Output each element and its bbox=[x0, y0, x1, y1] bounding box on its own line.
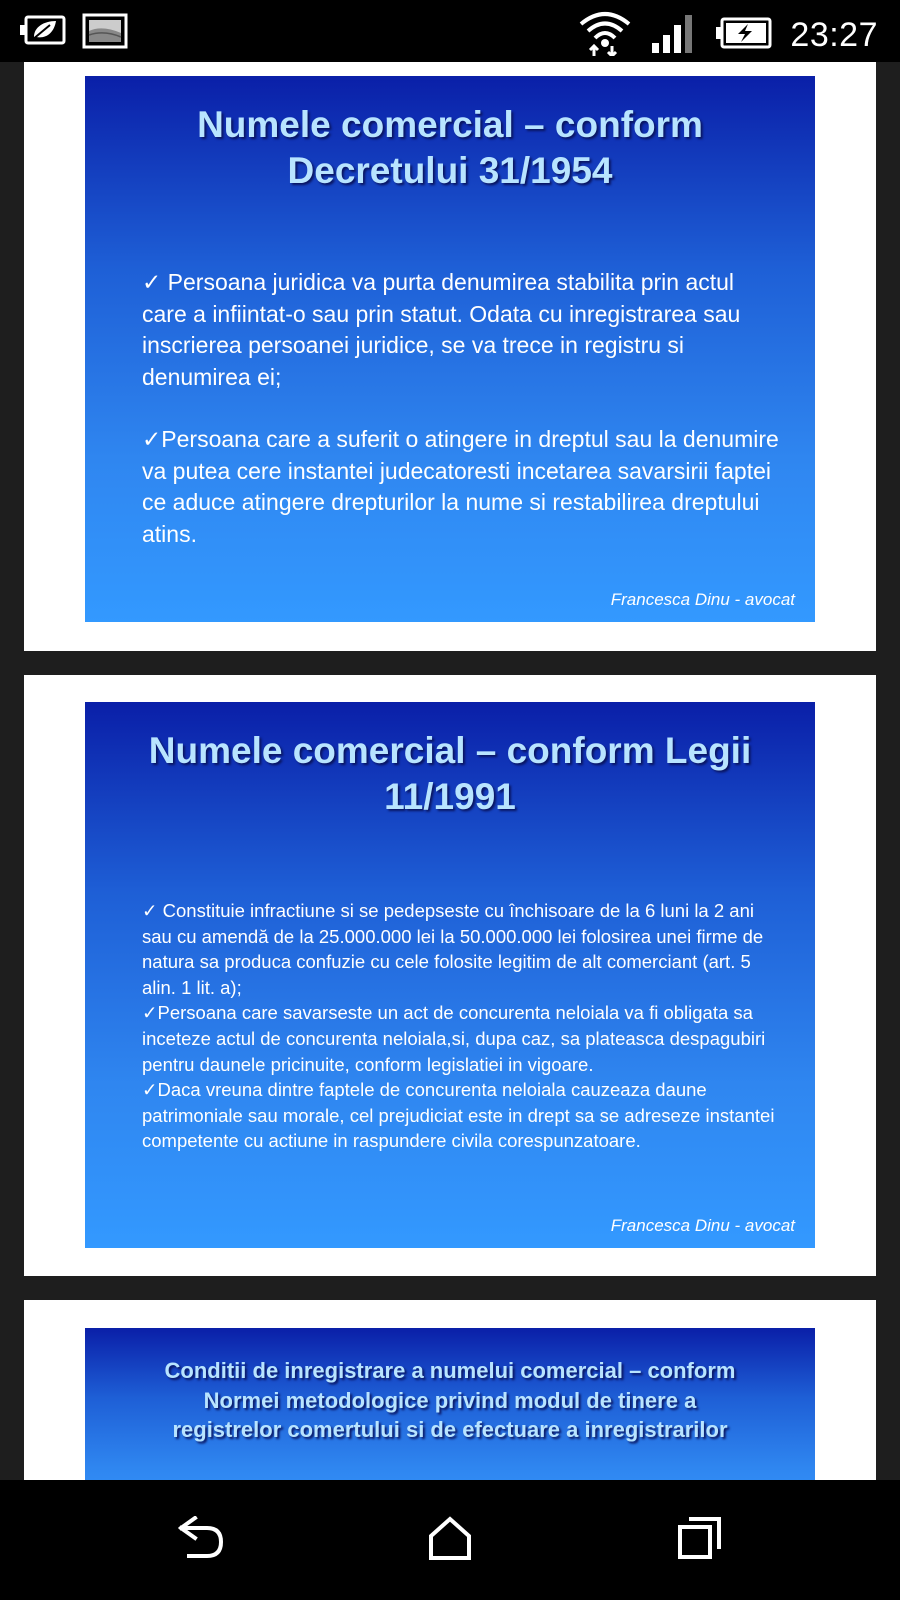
slide-2-footer: Francesca Dinu - avocat bbox=[610, 1216, 795, 1235]
slide-1-body bbox=[142, 267, 781, 550]
status-bar bbox=[0, 0, 900, 62]
slide-2-title-line-1: Numele comercial – conform Legii bbox=[148, 730, 752, 771]
home-icon bbox=[427, 1516, 473, 1565]
status-clock: 23:27 bbox=[790, 16, 878, 54]
slide-3-title-line-3: registrelor comertului si de efectuare a inregistrarilor bbox=[172, 1417, 728, 1442]
slide-1-title bbox=[105, 102, 795, 195]
document-viewer[interactable] bbox=[0, 62, 900, 1480]
back-button[interactable] bbox=[170, 1510, 230, 1570]
wifi-icon bbox=[578, 10, 632, 61]
navigation-bar bbox=[0, 1480, 900, 1600]
document-page-1 bbox=[24, 62, 876, 651]
slide-3 bbox=[85, 1328, 815, 1480]
home-button[interactable] bbox=[420, 1510, 480, 1570]
recent-apps-button[interactable] bbox=[670, 1510, 730, 1570]
back-icon bbox=[175, 1516, 225, 1565]
slide-3-title-line-1: Conditii de inregistrare a numelui comercial – conform bbox=[164, 1358, 736, 1383]
recent-apps-icon bbox=[677, 1515, 723, 1566]
slide-1-title-line-1: Numele comercial – conform bbox=[197, 104, 703, 145]
slide-1-paragraph-1: ✓ Persoana juridica va purta denumirea stabilita prin actul care a infiintat-o sau prin statut. Odata cu inregistrarea sau inscrierea persoanei juridice, se va trece in registru si denumirea ei; bbox=[142, 269, 741, 390]
image-notification-icon bbox=[82, 13, 128, 54]
slide-1-title-line-2: Decretului 31/1954 bbox=[287, 150, 613, 192]
slide-2 bbox=[85, 702, 815, 1248]
slide-2-paragraph-2: ✓Persoana care savarseste un act de concurenta neloiala va fi obligata sa inceteze actul de concurenta neloiala,si, dupa caz, sa plateasca despagubiri pentru daunele pricinuite, conform legislatiei in vigoare. bbox=[142, 1002, 766, 1075]
leaf-battery-saver-icon bbox=[20, 13, 68, 54]
document-page-3 bbox=[24, 1300, 876, 1480]
slide-2-title-line-2: 11/1991 bbox=[384, 776, 516, 818]
slide-2-title bbox=[105, 728, 795, 821]
slide-1-footer: Francesca Dinu - avocat bbox=[610, 590, 795, 609]
slide-2-paragraph-1: ✓ Constituie infractiune si se pedepseste cu închisoare de la 6 luni la 2 ani sau cu amendă de la 25.000.000 lei la 50.000.000 lei folosirea unei firme de natura sa produca confuzie cu cele folosite legitim de alt comerciant (art. 5 alin. 1 lit. a); bbox=[142, 900, 764, 998]
battery-charging-icon bbox=[714, 16, 772, 55]
slide-1-paragraph-2: ✓Persoana care a suferit o atingere in dreptul sau la denumire va putea cere instantei judecatoresti incetarea savarsirii faptei ce aduce atingere drepturilor la nume si restabilirea dreptului atins. bbox=[142, 426, 779, 547]
slide-2-body bbox=[142, 898, 781, 1154]
signal-icon bbox=[650, 13, 696, 58]
slide-1 bbox=[85, 76, 815, 622]
slide-2-paragraph-3: ✓Daca vreuna dintre faptele de concurenta neloiala cauzeaza daune patrimoniale sau morale, cel prejudiciat este in drept sa se adreseze instantei competente cu actiune in raspundere civila corespunzatoare. bbox=[142, 1079, 775, 1152]
slide-3-title bbox=[105, 1356, 795, 1445]
document-page-2 bbox=[24, 675, 876, 1276]
slide-3-title-line-2: Normei metodologice privind modul de tinere a bbox=[203, 1387, 697, 1413]
